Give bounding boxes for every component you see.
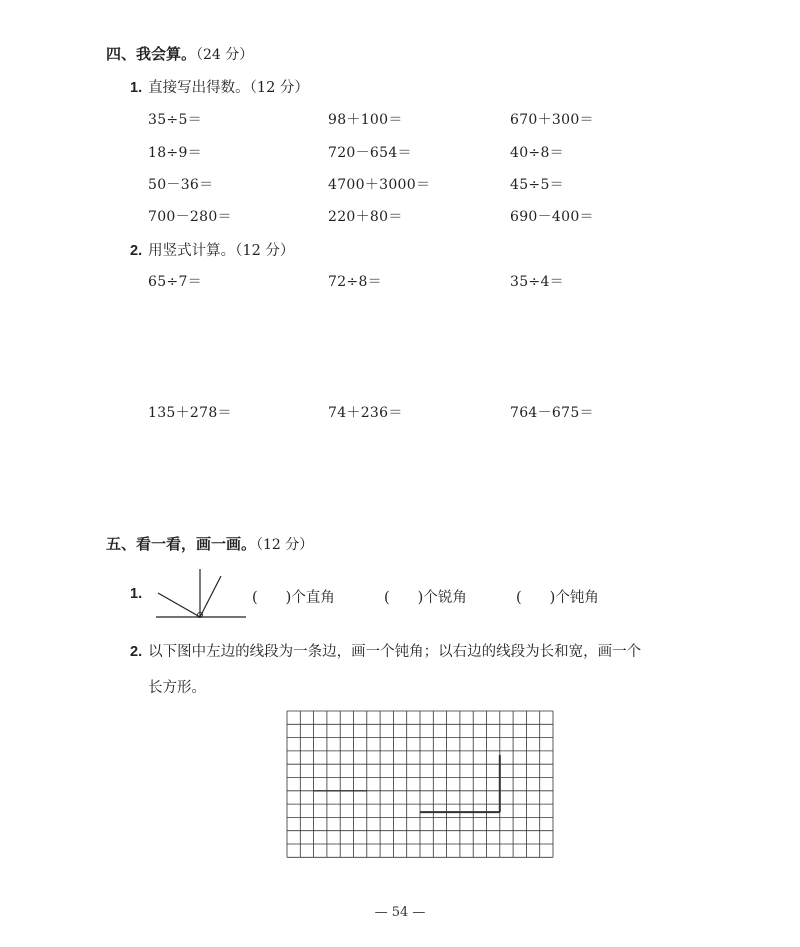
equation: 98＋100＝	[328, 112, 403, 128]
section4-label: 四、我会算。	[106, 45, 197, 63]
s5-q1-number-wrap	[130, 586, 148, 602]
s5-q2-line1	[130, 640, 641, 661]
equation: 50－36＝	[148, 177, 214, 193]
s4-q1-text: 直接写出得数。（12 分）	[148, 80, 309, 96]
paren-close: )	[285, 590, 292, 606]
equation: 72÷8＝	[328, 274, 382, 290]
right-angle-label: 个直角	[291, 590, 335, 606]
acute-angle-blank	[384, 586, 467, 607]
drawing-grid[interactable]	[286, 710, 556, 860]
s4-q1-heading	[130, 76, 309, 97]
angle-ray	[158, 593, 200, 617]
equation: 4700＋3000＝	[328, 177, 431, 193]
equation: 220＋80＝	[328, 209, 403, 225]
equation: 35÷4＝	[510, 274, 564, 290]
obtuse-angle-blank	[516, 586, 599, 607]
s5-q2-number: 2.	[130, 644, 143, 660]
s4-q2-heading	[130, 239, 294, 260]
equation: 40÷8＝	[510, 145, 564, 161]
obtuse-angle-label: 个钝角	[555, 590, 599, 606]
acute-angle-label: 个锐角	[423, 590, 467, 606]
s5-q2-line2: 长方形。	[148, 680, 206, 696]
equation: 690－400＝	[510, 209, 594, 225]
section5-label: 五、看一看，画一画。	[106, 535, 257, 553]
paren-open: (	[384, 590, 390, 606]
s4-q1-number: 1.	[130, 80, 143, 96]
equation: 35÷5＝	[148, 112, 202, 128]
section5-score: （12 分）	[256, 537, 314, 553]
equation: 764－675＝	[510, 405, 594, 421]
s5-q2-text-line1: 以下图中左边的线段为一条边，画一个钝角；以右边的线段为长和宽，画一个	[148, 644, 642, 660]
equation: 700－280＝	[148, 209, 232, 225]
angle-ray	[200, 576, 221, 617]
section4-heading	[106, 43, 253, 64]
section5-heading	[106, 533, 313, 554]
section4-score: （24 分）	[196, 47, 254, 63]
equation: 670＋300＝	[510, 112, 594, 128]
equation: 720－654＝	[328, 145, 412, 161]
angle-figure	[150, 566, 250, 622]
equation: 18÷9＝	[148, 145, 202, 161]
equation: 65÷7＝	[148, 274, 202, 290]
right-angle-blank	[252, 586, 335, 607]
paren-close: )	[549, 590, 556, 606]
s5-q1-number: 1.	[130, 586, 143, 602]
equation: 74＋236＝	[328, 405, 403, 421]
paren-open: (	[516, 590, 522, 606]
s4-q2-number: 2.	[130, 243, 143, 259]
paren-open: (	[252, 590, 258, 606]
equation: 135＋278＝	[148, 405, 232, 421]
s4-q2-text: 用竖式计算。（12 分）	[148, 243, 295, 259]
paren-close: )	[417, 590, 424, 606]
page-number: — 54 —	[374, 905, 426, 920]
equation: 45÷5＝	[510, 177, 564, 193]
